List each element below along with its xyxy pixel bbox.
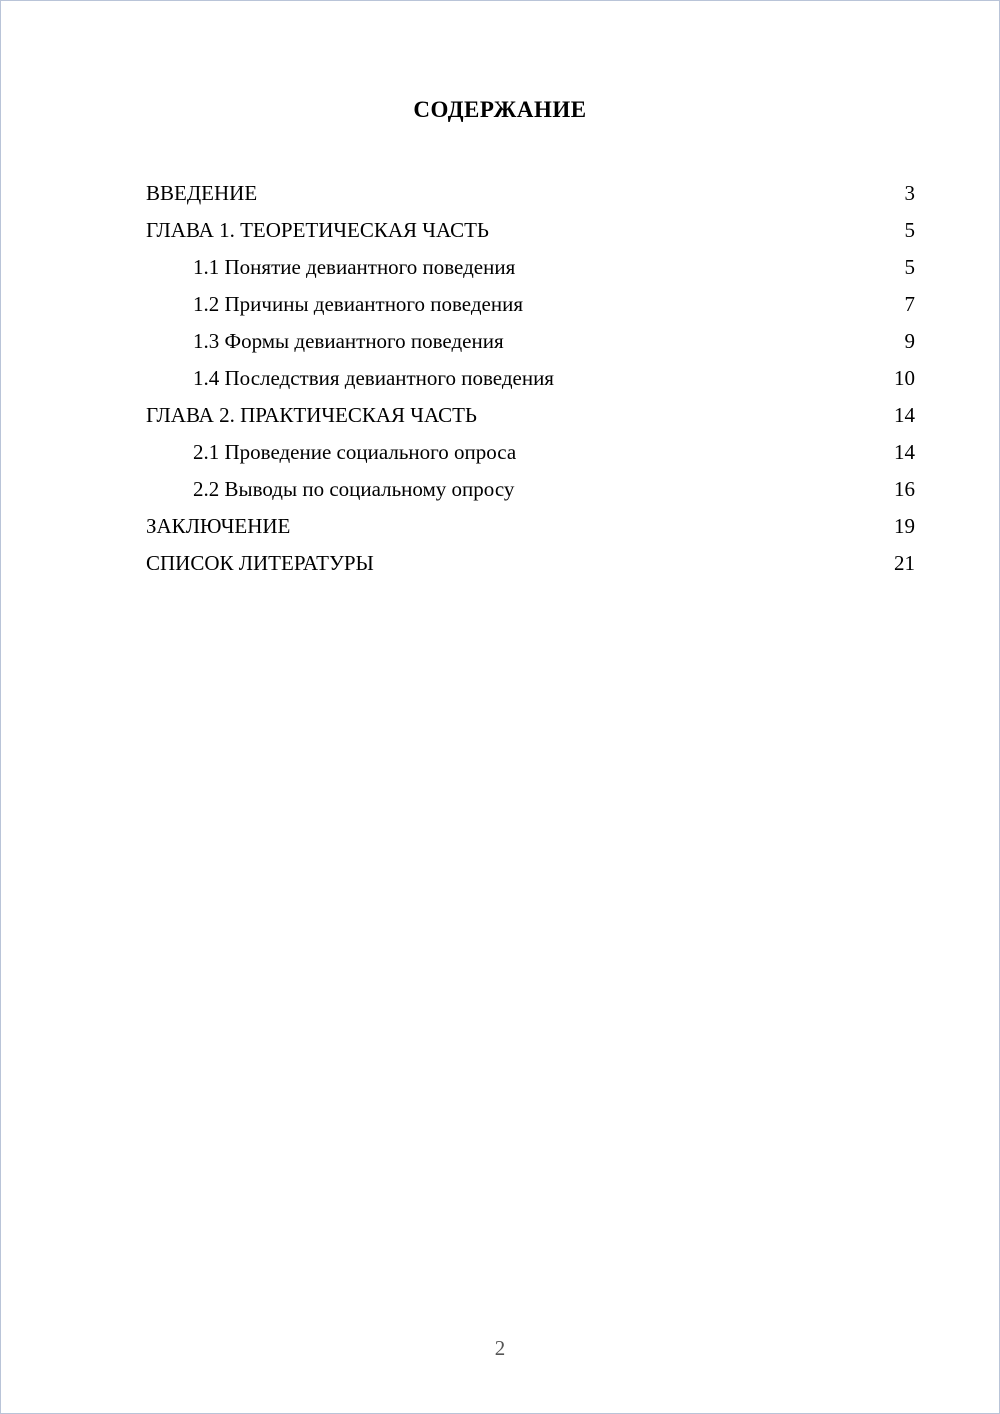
toc-entry — [146, 360, 915, 397]
toc-entry-page: 14 — [894, 440, 915, 464]
toc-entry-page: 19 — [894, 514, 915, 538]
toc-entry-label: 1.4 Последствия девиантного поведения — [193, 366, 554, 390]
toc-entry-label: 1.1 Понятие девиантного поведения — [193, 255, 516, 279]
toc-entry-page: 9 — [904, 329, 915, 353]
toc-entry-page: 10 — [894, 366, 915, 390]
toc-entry-label: ЗАКЛЮЧЕНИЕ — [146, 514, 291, 538]
toc-entry-page: 7 — [904, 292, 915, 316]
toc-entry-page: 5 — [904, 255, 915, 279]
table-of-contents — [146, 175, 915, 582]
toc-entry-label: 1.3 Формы девиантного поведения — [193, 329, 504, 353]
toc-entry-page: 16 — [894, 477, 915, 501]
toc-entry-label: ВВЕДЕНИЕ — [146, 181, 258, 205]
toc-entry — [146, 175, 915, 212]
toc-entry-page: 21 — [894, 551, 915, 575]
toc-entry — [146, 545, 915, 582]
toc-entry — [146, 323, 915, 360]
toc-entry — [146, 212, 915, 249]
toc-entry-label: 2.1 Проведение социального опроса — [193, 440, 517, 464]
page-title: СОДЕРЖАНИЕ — [413, 97, 587, 122]
page-number: 2 — [494, 1336, 506, 1360]
toc-entry-label: ГЛАВА 1. ТЕОРЕТИЧЕСКАЯ ЧАСТЬ — [146, 218, 489, 242]
toc-entry-page: 5 — [904, 218, 915, 242]
toc-entry — [146, 397, 915, 434]
toc-entry-label: СПИСОК ЛИТЕРАТУРЫ — [146, 551, 374, 575]
toc-entry-label: ГЛАВА 2. ПРАКТИЧЕСКАЯ ЧАСТЬ — [146, 403, 477, 427]
toc-entry — [146, 286, 915, 323]
toc-entry-label: 2.2 Выводы по социальному опросу — [193, 477, 515, 501]
toc-entry — [146, 508, 915, 545]
toc-entry — [146, 471, 915, 508]
toc-entry-page: 3 — [904, 181, 915, 205]
toc-entry-page: 14 — [894, 403, 915, 427]
toc-entry — [146, 434, 915, 471]
toc-entry-label: 1.2 Причины девиантного поведения — [193, 292, 523, 316]
toc-entry — [146, 249, 915, 286]
